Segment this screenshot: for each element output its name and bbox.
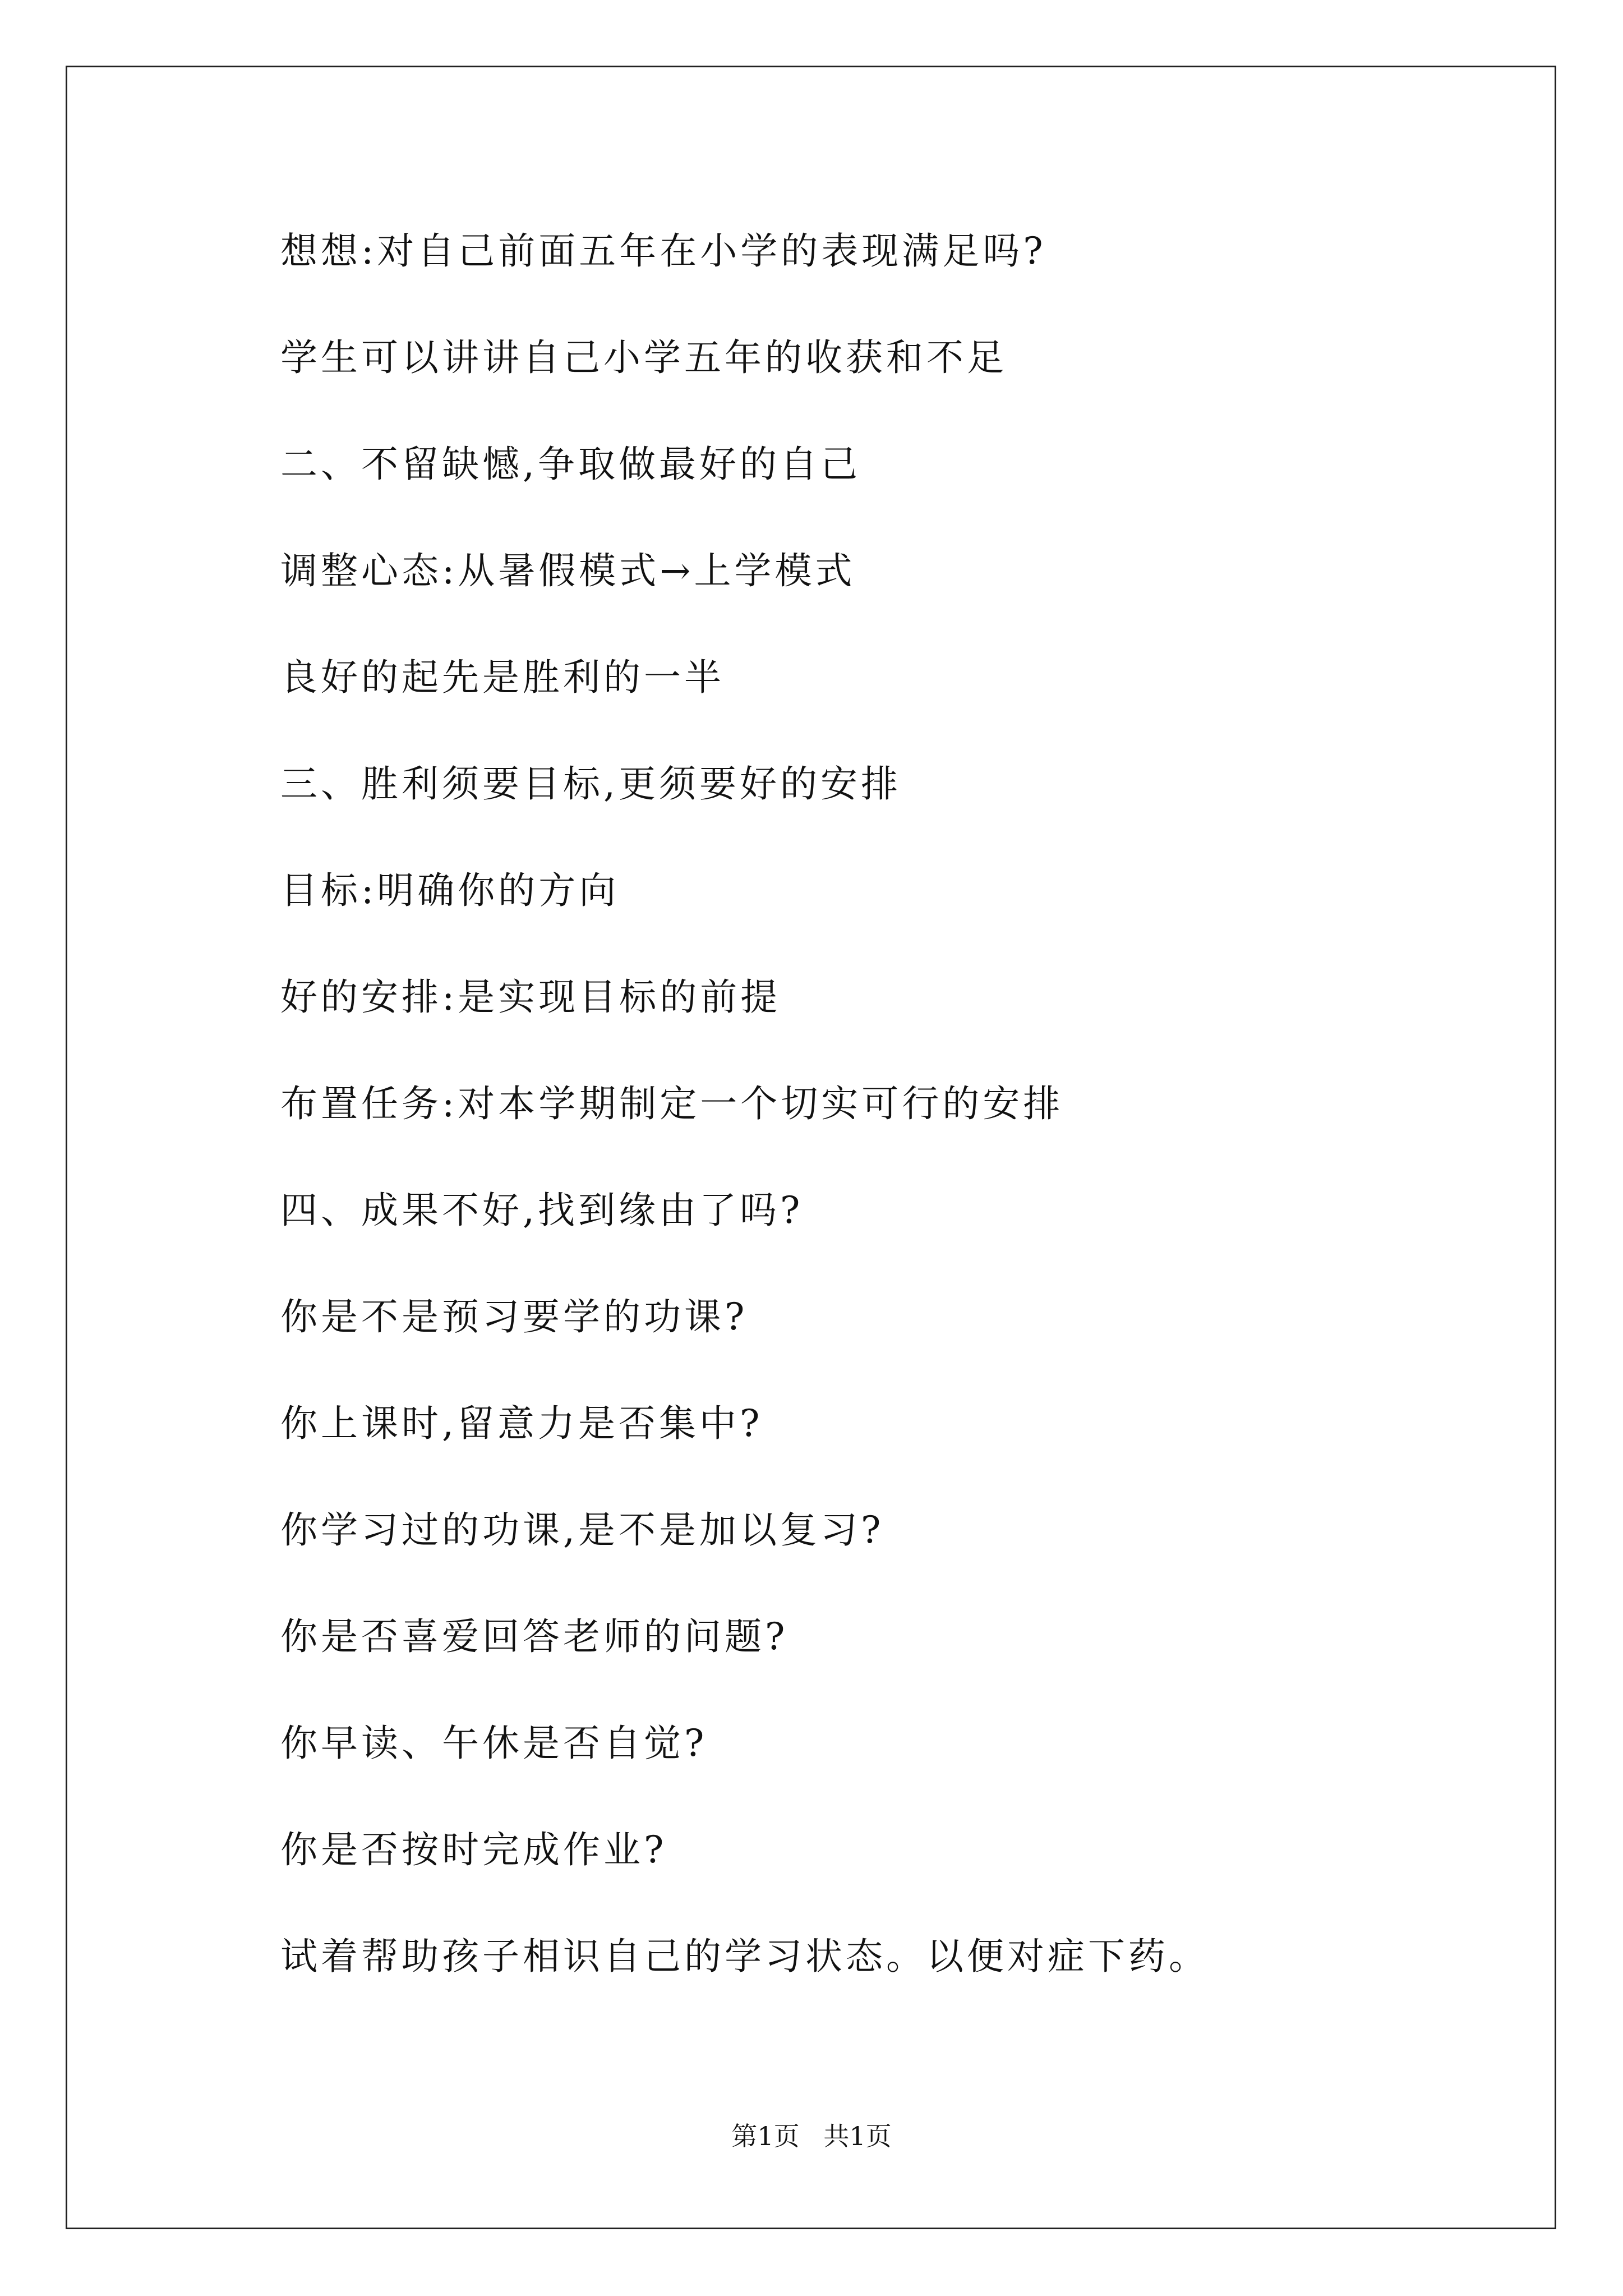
- section-heading: 三、胜利须要目标,更须要好的安排: [280, 762, 901, 806]
- text-line: 你是否喜爱回答老师的问题?: [280, 1615, 789, 1658]
- page-number: 第1页: [731, 2121, 800, 2151]
- section-heading: 四、成果不好,找到缘由了吗?: [280, 1189, 804, 1232]
- text-line: 试着帮助孩子相识自己的学习状态。以便对症下药。: [280, 1935, 1209, 1978]
- page-border: [66, 66, 1556, 2229]
- page-total: 共1页: [823, 2121, 892, 2151]
- text-line: 目标:明确你的方向: [280, 869, 620, 912]
- text-line: 调整心态:从暑假模式→上学模式: [280, 549, 856, 592]
- text-line: 布置任务:对本学期制定一个切实可行的安排: [280, 1082, 1064, 1125]
- text-line: 你是不是预习要学的功课?: [280, 1295, 748, 1338]
- text-line: 好的安排:是实现目标的前提: [280, 976, 781, 1019]
- text-line: 你早读、午休是否自觉?: [280, 1722, 708, 1765]
- text-line: 想想:对自己前面五年在小学的表现满足吗?: [280, 229, 1046, 273]
- page-footer: [0, 2119, 1623, 2153]
- section-heading: 二、不留缺憾,争取做最好的自己: [280, 443, 861, 486]
- text-line: 你学习过的功课,是不是加以复习?: [280, 1508, 884, 1552]
- text-line: 你上课时,留意力是否集中?: [280, 1402, 763, 1445]
- text-line: 良好的起先是胜利的一半: [280, 656, 725, 699]
- text-line: 学生可以讲讲自己小学五年的收获和不足: [280, 336, 1007, 379]
- text-line: 你是否按时完成作业?: [280, 1828, 667, 1871]
